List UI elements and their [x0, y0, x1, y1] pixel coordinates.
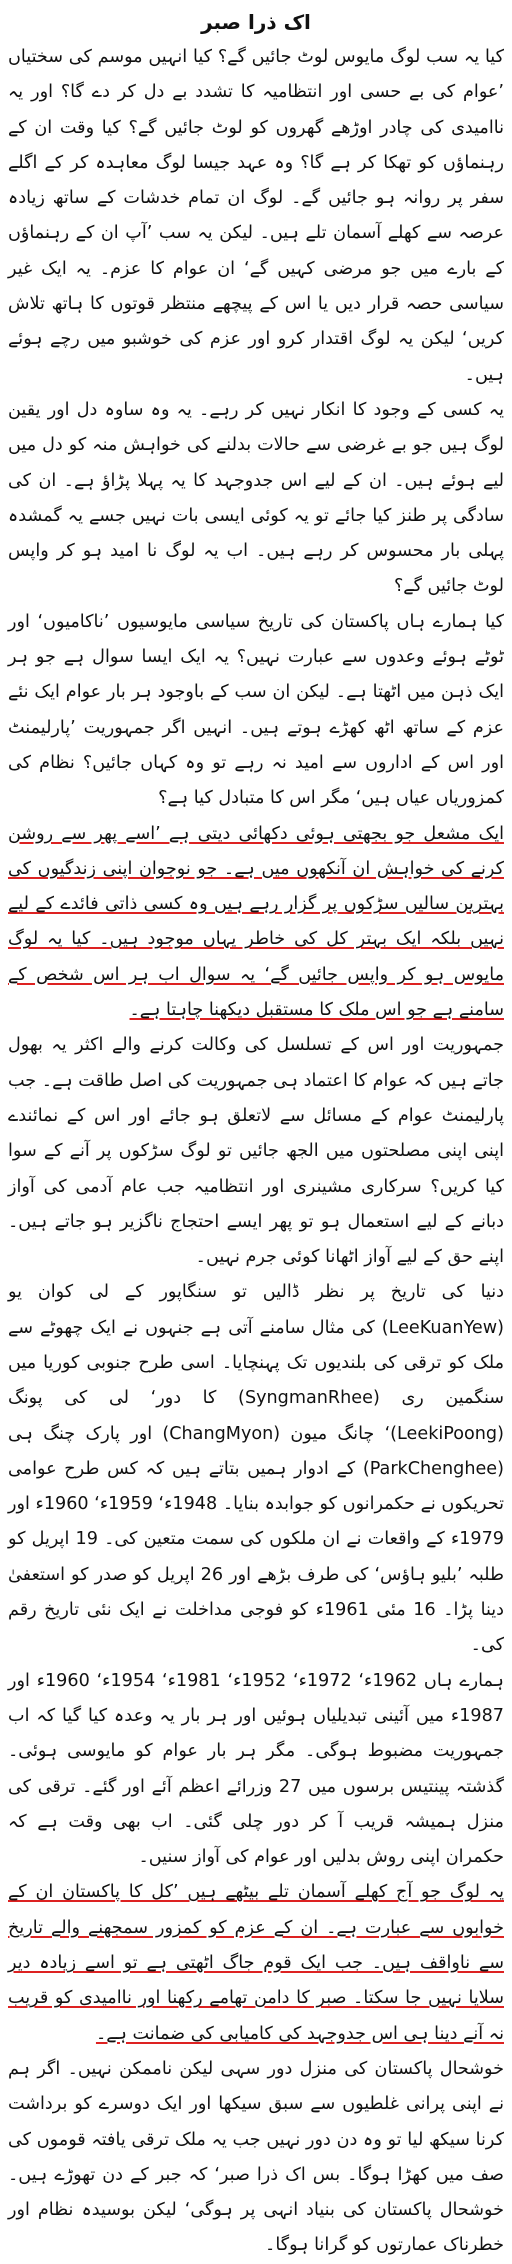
article-paragraph: ایک مشعل جو بجھتی ہوئی دکھائی دیتی ہے ’اسے پھر سے روشن کرنے کی خواہش ان آنکھوں میں ہے۔ جو نوجوان اپنی زندگیوں کی بہترین سالیں سڑکوں پر گزار رہے ہیں وہ کسی ذاتی فائدے کے لیے نہیں بلکہ ایک بہتر کل کی خاطر یہاں موجود ہیں۔ کیا یہ لوگ مایوس ہو کر واپس جائیں گے‘ یہ سوال اب ہر اس شخص کے سامنے ہے جو اس ملک کا مستقبل دیکھنا چاہتا ہے۔: [8, 823, 504, 1021]
article-paragraph: یہ لوگ جو آج کھلے آسمان تلے بیٹھے ہیں ’کل کا پاکستان ان کے خوابوں سے عبارت ہے۔ ان کے عزم کو کمزور سمجھنے والے تاریخ سے ناواقف ہیں۔ جب ایک قوم جاگ اٹھتی ہے تو اسے زیادہ دیر سلایا نہیں جا سکتا۔ صبر کا دامن تھامے رکھنا اور ناامیدی کو قریب نہ آنے دینا ہی اس جدوجہد کی کامیابی کی ضمانت ہے۔: [8, 1882, 504, 2044]
article-paragraph: ہمارے ہاں 1962ء‘ 1972ء‘ 1952ء‘ 1981ء‘ 1954ء‘ 1960ء اور 1987ء میں آئینی تبدیلیاں ہوئیں اور ہر بار یہ وعدہ کیا گیا کہ اب جمہوریت مضبوط ہوگی۔ مگر ہر بار عوام کو مایوسی ہوئی۔ گذشتہ پینتیس برسوں میں 27 وزرائے اعظم آئے اور گئے۔ ترقی کی منزل ہمیشہ قریب آ کر دور چلی گئی۔ اب بھی وقت ہے کہ حکمران اپنی روش بدلیں اور عوام کی آواز سنیں۔: [8, 1670, 504, 1868]
article-paragraph: خوشحال پاکستان کی منزل دور سہی لیکن ناممکن نہیں۔ اگر ہم نے اپنی پرانی غلطیوں سے سبق سیکھا اور ایک دوسرے کو برداشت کرنا سیکھ لیا تو وہ دن دور نہیں جب یہ ملک ترقی یافتہ قوموں کی صف میں کھڑا ہوگا۔ بس اک ذرا صبر‘ کہ جبر کے دن تھوڑے ہیں۔ خوشحال پاکستان کی بنیاد انہی پر ہوگی‘ لیکن بوسیدہ نظام اور خطرناک عمارتوں کو گرانا ہوگا۔: [8, 2058, 504, 2256]
article-paragraph: دنیا کی تاریخ پر نظر ڈالیں تو سنگاپور کے لی کوان یو (LeeKuanYew) کی مثال سامنے آتی ہے جنہوں نے ایک چھوٹے سے ملک کو ترقی کی بلندیوں تک پہنچایا۔ اسی طرح جنوبی کوریا میں سنگمین ری (SyngmanRhee) کا دور‘ لی کی پونگ (LeekiPoong)‘ چانگ میون (ChangMyon) اور پارک چنگ ہی (ParkChenghee) کے ادوار ہمیں بتاتے ہیں کہ کس طرح عوامی تحریکوں نے حکمرانوں کو جوابدہ بنایا۔ 1948ء‘ 1959ء‘ 1960ء اور 1979ء کے واقعات نے ان ملکوں کی سمت متعین کی۔ 19 اپریل کو طلبہ ’بلیو ہاؤس‘ کی طرف بڑھے اور 26 اپریل کو صدر کو استعفیٰ دینا پڑا۔ 16 مئی 1961ء کو فوجی مداخلت نے ایک نئی تاریخ رقم کی۔: [8, 1282, 504, 1656]
article-paragraph: کیا ہمارے ہاں پاکستان کی تاریخ سیاسی مایوسیوں ’ناکامیوں‘ اور ٹوٹے ہوئے وعدوں سے عبارت نہیں؟ یہ ایک ایسا سوال ہے جو ہر ایک ذہن میں اٹھتا ہے۔ لیکن ان سب کے باوجود ہر بار عوام ایک نئے عزم کے ساتھ اٹھ کھڑے ہوتے ہیں۔ انہیں اگر جمہوریت ’پارلیمنٹ اور اس کے اداروں سے امید نہ رہے تو وہ کہاں جائیں؟ نظام کی کمزوریاں عیاں ہیں‘ مگر اس کا متبادل کیا ہے؟: [8, 611, 504, 809]
article-body: [8, 40, 504, 2264]
article-paragraph: کیا یہ سب لوگ مایوس لوٹ جائیں گے؟ کیا انہیں موسم کی سختیاں ’عوام کی بے حسی اور انتظامیہ کا تشدد بے دل کر دے گا؟ اور یہ ناامیدی کی چادر اوڑھے گھروں کو لوٹ جائیں گے؟ کیا وقت ان کے رہنماؤں کو تھکا کر ہے گا؟ وہ عہد جیسا لوگ معاہدہ کر کے اگلے سفر پر روانہ ہو جائیں گے۔ لوگ ان تمام خدشات کے ساتھ زیادہ عرصہ سے کھلے آسمان تلے ہیں۔ لیکن یہ سب ’آپ ان کے رہنماؤں کے بارے میں جو مرضی کہیں گے‘ ان عوام کا عزم۔ یہ ایک غیر سیاسی حصہ قرار دیں یا اس کے پیچھے منتظر قوتوں کا ہاتھ تلاش کریں‘ لیکن یہ لوگ اقتدار کرو اور عزم کی خوشبو میں رچے ہوئے ہیں۔: [8, 47, 504, 385]
article-paragraph: یہ کسی کے وجود کا انکار نہیں کر رہے۔ یہ وہ ساوہ دل اور یقین لوگ ہیں جو بے غرضی سے حالات بدلنے کی خواہش منہ کو دل میں لیے ہوئے ہیں۔ ان کے لیے اس جدوجہد کا یہ پہلا پڑاؤ ہے۔ ان کی سادگی پر طنز کیا جائے تو یہ کوئی ایسی بات نہیں جسے یہ گمشدہ پہلی بار محسوس کر رہے ہیں۔ اب یہ لوگ نا امید ہو کر واپس لوٹ جائیں گے؟: [8, 399, 504, 597]
article-title: اک ذرا صبر: [201, 10, 311, 34]
article-paragraph: جمہوریت اور اس کے تسلسل کی وکالت کرنے والے اکثر یہ بھول جاتے ہیں کہ عوام کا اعتماد ہی جمہوریت کی اصل طاقت ہے۔ جب پارلیمنٹ عوام کے مسائل سے لاتعلق ہو جائے اور اس کے نمائندے اپنی اپنی مصلحتوں میں الجھ جائیں تو لوگ سڑکوں پر آنے کے سوا کیا کریں؟ سرکاری مشینری اور انتظامیہ جب عام آدمی کی آواز دبانے کے لیے استعمال ہو تو پھر ایسے احتجاج ناگزیر ہو جاتے ہیں۔ اپنے حق کے لیے آواز اٹھانا کوئی جرم نہیں۔: [8, 1035, 504, 1268]
